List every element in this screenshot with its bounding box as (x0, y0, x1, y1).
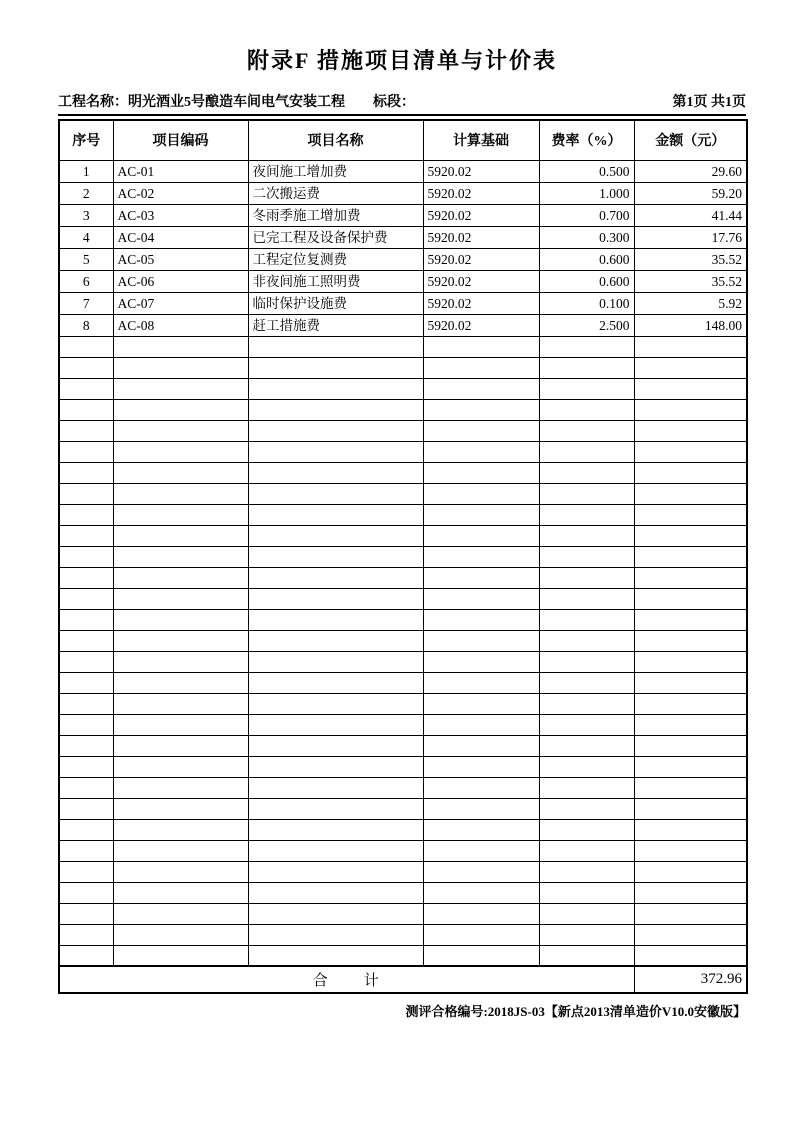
cell (423, 357, 539, 378)
cell (634, 945, 747, 966)
page-number-info: 第1页 共1页 (672, 95, 746, 110)
cell (248, 714, 423, 735)
cell (113, 483, 248, 504)
table-row (59, 314, 747, 336)
cell: AC-02 (113, 182, 248, 204)
cell (539, 567, 634, 588)
cell: 17.76 (634, 226, 747, 248)
cell (113, 588, 248, 609)
cell: 29.60 (634, 160, 747, 182)
cell (59, 378, 113, 399)
empty-row (59, 945, 747, 966)
cell (248, 903, 423, 924)
empty-row (59, 630, 747, 651)
col-header-seq: 序号 (59, 120, 113, 160)
cell: 35.52 (634, 248, 747, 270)
cell (59, 546, 113, 567)
cell (634, 588, 747, 609)
cell (539, 609, 634, 630)
table-row (59, 204, 747, 226)
cell (539, 378, 634, 399)
empty-row (59, 714, 747, 735)
cell (59, 777, 113, 798)
cell (634, 357, 747, 378)
cell (248, 609, 423, 630)
empty-row (59, 336, 747, 357)
empty-row (59, 378, 747, 399)
cell (634, 483, 747, 504)
cell (248, 798, 423, 819)
cell: 临时保护设施费 (248, 292, 423, 314)
cell (634, 630, 747, 651)
cell (634, 609, 747, 630)
cell: 0.700 (539, 204, 634, 226)
cell (539, 420, 634, 441)
cell (113, 819, 248, 840)
cell (248, 819, 423, 840)
cell: 5920.02 (423, 292, 539, 314)
cell (539, 798, 634, 819)
cell (634, 735, 747, 756)
cell (248, 630, 423, 651)
total-label: 合 计 (59, 966, 634, 993)
cell (113, 714, 248, 735)
cell (59, 630, 113, 651)
cell (59, 588, 113, 609)
cell (634, 861, 747, 882)
cell: 非夜间施工照明费 (248, 270, 423, 292)
cell (113, 672, 248, 693)
empty-row (59, 819, 747, 840)
measure-items-table (58, 119, 748, 994)
cell (539, 693, 634, 714)
cell: 5.92 (634, 292, 747, 314)
project-name-value: 明光酒业5号酿造车间电气安装工程 (128, 95, 345, 110)
cell (423, 462, 539, 483)
cell (423, 798, 539, 819)
cell (248, 525, 423, 546)
cell (539, 525, 634, 546)
cell (248, 588, 423, 609)
empty-row (59, 798, 747, 819)
cell (248, 882, 423, 903)
cell (59, 861, 113, 882)
cell (539, 336, 634, 357)
cell: 夜间施工增加费 (248, 160, 423, 182)
table-row (59, 226, 747, 248)
cell (59, 756, 113, 777)
cell (634, 756, 747, 777)
cell (113, 651, 248, 672)
cell (59, 924, 113, 945)
cell: AC-03 (113, 204, 248, 226)
cell (634, 882, 747, 903)
cell: 59.20 (634, 182, 747, 204)
cell (634, 840, 747, 861)
cell (423, 504, 539, 525)
cell (539, 504, 634, 525)
cell (113, 840, 248, 861)
cell (539, 357, 634, 378)
cell (423, 609, 539, 630)
empty-row (59, 504, 747, 525)
cell: AC-08 (113, 314, 248, 336)
cell: 赶工措施费 (248, 314, 423, 336)
cell (113, 525, 248, 546)
cell (248, 756, 423, 777)
cell (113, 777, 248, 798)
cell (539, 588, 634, 609)
cell (113, 882, 248, 903)
empty-row (59, 462, 747, 483)
cell (248, 861, 423, 882)
cell (423, 945, 539, 966)
cell (248, 567, 423, 588)
empty-row (59, 651, 747, 672)
cell (423, 483, 539, 504)
cell (59, 462, 113, 483)
cell (113, 399, 248, 420)
cell (634, 672, 747, 693)
col-header-amount: 金额（元） (634, 120, 747, 160)
cell (59, 735, 113, 756)
cell (59, 798, 113, 819)
cell (113, 903, 248, 924)
empty-row (59, 777, 747, 798)
cell (248, 483, 423, 504)
cell (634, 336, 747, 357)
cell: 4 (59, 226, 113, 248)
cell (634, 819, 747, 840)
cell: 7 (59, 292, 113, 314)
table-header (59, 120, 747, 160)
cell (59, 336, 113, 357)
empty-row (59, 525, 747, 546)
cell (248, 357, 423, 378)
cell: AC-01 (113, 160, 248, 182)
cell (539, 399, 634, 420)
empty-row (59, 483, 747, 504)
cell: 5920.02 (423, 248, 539, 270)
cell (634, 462, 747, 483)
cell (248, 378, 423, 399)
cell (113, 609, 248, 630)
cell (113, 546, 248, 567)
cell (539, 756, 634, 777)
cell (248, 945, 423, 966)
cell (59, 714, 113, 735)
cell (113, 357, 248, 378)
cell (423, 588, 539, 609)
cell (423, 672, 539, 693)
cell (59, 483, 113, 504)
cell (539, 672, 634, 693)
cell (248, 441, 423, 462)
cell (634, 399, 747, 420)
empty-row (59, 357, 747, 378)
cell (59, 525, 113, 546)
cell (423, 441, 539, 462)
empty-row (59, 546, 747, 567)
empty-row (59, 693, 747, 714)
cell (59, 504, 113, 525)
table-row (59, 292, 747, 314)
cell (248, 504, 423, 525)
cell (423, 399, 539, 420)
cell (539, 945, 634, 966)
cell (539, 777, 634, 798)
cell: 8 (59, 314, 113, 336)
cell: 5920.02 (423, 182, 539, 204)
cell (248, 693, 423, 714)
cell (423, 420, 539, 441)
cell (423, 924, 539, 945)
cell: 0.600 (539, 270, 634, 292)
table-row (59, 248, 747, 270)
cell (634, 378, 747, 399)
cell (423, 777, 539, 798)
cell (113, 378, 248, 399)
empty-row (59, 588, 747, 609)
empty-row (59, 441, 747, 462)
cell (248, 777, 423, 798)
col-header-item-name: 项目名称 (248, 120, 423, 160)
cell (59, 441, 113, 462)
cell (539, 840, 634, 861)
empty-row (59, 420, 747, 441)
cell (248, 651, 423, 672)
cell (113, 693, 248, 714)
cell: 5920.02 (423, 204, 539, 226)
cell (539, 714, 634, 735)
cell (423, 693, 539, 714)
cell (248, 672, 423, 693)
cell: 二次搬运费 (248, 182, 423, 204)
cell: 5920.02 (423, 226, 539, 248)
cell (634, 903, 747, 924)
cell (539, 630, 634, 651)
cell (248, 399, 423, 420)
cell (248, 840, 423, 861)
cell (248, 546, 423, 567)
cell (248, 924, 423, 945)
cell: 6 (59, 270, 113, 292)
cell (634, 420, 747, 441)
cell: 5 (59, 248, 113, 270)
cell: 已完工程及设备保护费 (248, 226, 423, 248)
empty-row (59, 861, 747, 882)
cell (634, 651, 747, 672)
cell: AC-04 (113, 226, 248, 248)
cell (248, 336, 423, 357)
cell (248, 735, 423, 756)
cell: 3 (59, 204, 113, 226)
cell (113, 504, 248, 525)
cell (248, 420, 423, 441)
empty-row (59, 735, 747, 756)
cell (634, 441, 747, 462)
cell: 冬雨季施工增加费 (248, 204, 423, 226)
cell (113, 924, 248, 945)
empty-row (59, 756, 747, 777)
cell (634, 567, 747, 588)
cell: 2 (59, 182, 113, 204)
cell (539, 546, 634, 567)
total-amount: 372.96 (634, 966, 747, 993)
cell (59, 420, 113, 441)
cell (113, 441, 248, 462)
cell: 148.00 (634, 314, 747, 336)
cell (634, 693, 747, 714)
cell (423, 336, 539, 357)
cell (423, 756, 539, 777)
cell (539, 483, 634, 504)
cell (59, 882, 113, 903)
cell (539, 819, 634, 840)
cell (539, 924, 634, 945)
cell (59, 651, 113, 672)
cell (423, 651, 539, 672)
empty-row (59, 672, 747, 693)
cell (423, 546, 539, 567)
cell (634, 777, 747, 798)
cell (634, 714, 747, 735)
cell (59, 819, 113, 840)
cell (539, 441, 634, 462)
cell (59, 672, 113, 693)
table-footer (59, 966, 747, 993)
table-body (59, 160, 747, 966)
cell: AC-06 (113, 270, 248, 292)
certification-note: 测评合格编号:2018JS-03【新点2013清单造价V10.0安徽版】 (405, 1004, 746, 1019)
cell (248, 462, 423, 483)
cell: 0.600 (539, 248, 634, 270)
meta-row (58, 91, 746, 116)
col-header-rate: 费率（%） (539, 120, 634, 160)
section-label: 标段： (373, 95, 415, 110)
cell: 5920.02 (423, 270, 539, 292)
cell (59, 609, 113, 630)
cell (634, 798, 747, 819)
cell (539, 903, 634, 924)
empty-row (59, 609, 747, 630)
empty-row (59, 924, 747, 945)
cell (59, 945, 113, 966)
cell (423, 567, 539, 588)
cell (423, 735, 539, 756)
project-name-label: 工程名称： (58, 95, 128, 110)
cell (423, 714, 539, 735)
cell (423, 630, 539, 651)
table-row (59, 270, 747, 292)
cell (113, 567, 248, 588)
cell: 0.300 (539, 226, 634, 248)
cell (423, 378, 539, 399)
cell: 0.500 (539, 160, 634, 182)
cell (539, 735, 634, 756)
cell (113, 735, 248, 756)
cell (539, 462, 634, 483)
cell (59, 399, 113, 420)
cell: 1 (59, 160, 113, 182)
cell: 5920.02 (423, 314, 539, 336)
cell (113, 756, 248, 777)
cell (59, 903, 113, 924)
cell: 5920.02 (423, 160, 539, 182)
total-row (59, 966, 747, 993)
table-row (59, 182, 747, 204)
cell (634, 924, 747, 945)
col-header-item-code: 项目编码 (113, 120, 248, 160)
col-header-calc-basis: 计算基础 (423, 120, 539, 160)
cell: 2.500 (539, 314, 634, 336)
cell (113, 861, 248, 882)
cell (423, 525, 539, 546)
cell (59, 357, 113, 378)
cell: AC-07 (113, 292, 248, 314)
cell (539, 861, 634, 882)
cell (423, 903, 539, 924)
empty-row (59, 903, 747, 924)
cell (113, 945, 248, 966)
cell (59, 693, 113, 714)
cell (113, 462, 248, 483)
page-title: 附录F 措施项目清单与计价表 (246, 48, 558, 73)
cell: 35.52 (634, 270, 747, 292)
empty-row (59, 567, 747, 588)
cell: 工程定位复测费 (248, 248, 423, 270)
cell (634, 525, 747, 546)
cell (113, 336, 248, 357)
empty-row (59, 399, 747, 420)
cell: AC-05 (113, 248, 248, 270)
cell (59, 840, 113, 861)
cell (423, 819, 539, 840)
cell (59, 567, 113, 588)
cell: 1.000 (539, 182, 634, 204)
table-row (59, 160, 747, 182)
cell: 0.100 (539, 292, 634, 314)
cell (113, 420, 248, 441)
cell (634, 546, 747, 567)
cell (634, 504, 747, 525)
cell: 41.44 (634, 204, 747, 226)
cell (539, 882, 634, 903)
cell (423, 840, 539, 861)
header-row (59, 120, 747, 160)
cell (423, 882, 539, 903)
empty-row (59, 882, 747, 903)
cell (539, 651, 634, 672)
cell (423, 861, 539, 882)
cell (113, 798, 248, 819)
cell (113, 630, 248, 651)
empty-row (59, 840, 747, 861)
